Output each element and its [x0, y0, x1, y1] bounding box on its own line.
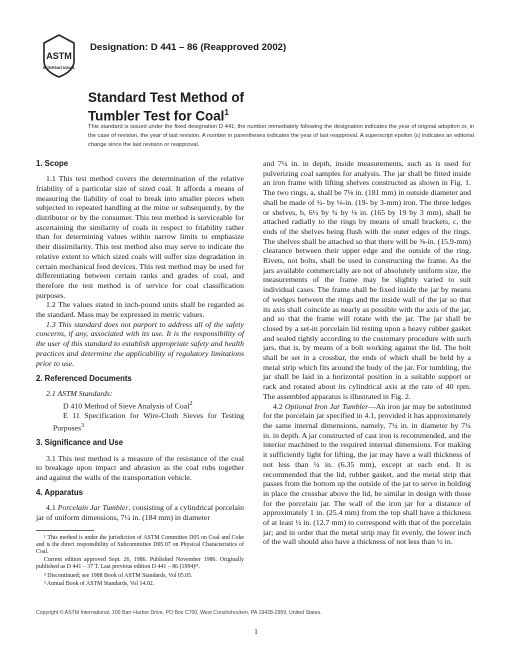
paragraph-4-1-term: Porcelain Jar Tumbler — [57, 503, 129, 513]
title-footnote-mark: 1 — [224, 108, 229, 117]
section-1-heading: 1. Scope — [36, 159, 69, 168]
logo-subtext: INTERNATIONAL — [42, 65, 76, 70]
footnotes — [36, 535, 244, 589]
title-line-2 — [88, 105, 244, 123]
footnote-divider — [36, 530, 94, 531]
document-title — [88, 90, 244, 123]
left-column — [36, 159, 244, 523]
section-2-heading: 2. Referenced Documents — [36, 373, 132, 383]
page-number: 1 — [254, 627, 258, 636]
footnote-1-edition: Current edition approved Sept. 26, 1986. Published November 1986. Originally published as D 441 – 37 T. Last previous edition D 441 – 86 (1994)ᵉ¹. — [36, 557, 244, 571]
paragraph-4-2-text: —An iron jar may be substituted for the porcelain jar specified in 4.1, provided it has approximately the same internal dimensions, namely, 7¼ in. in diameter by 7¼ in. in depth. A jar constructed of cast iron is recommended, and the interior machined to the required internal dimensions. For making it sufficiently light for lifting, the jar may have a wall thickness of not less than ¼ in. (6.35 mm), except at each end. It is recommended that the lid, rubber gasket, and the metal strip that passes from the bottom up the outside of the jar to serve in holding in place the crossbar above the lid, be similar in design with those for the porcelain jar. The wall of the iron jar for a distance of approximately 1 in. (25.4 mm) from the top shall have a thickness of at least ½ in. (12.7 mm) to correspond with that of the porcelain jar; and in order that the metal strip may fit evenly, the lower inch of the wall should also have a thickness of not less than ½ in. — [263, 401, 471, 547]
footnote-3: ³ Annual Book of ASTM Standards, Vol 14.02. — [44, 580, 155, 587]
copyright-line: Copyright © ASTM International, 100 Barr Harbor Drive, PO Box C700, West Conshohocken, PA 19428-2959, United States. — [36, 610, 322, 616]
logo-text: ASTM — [46, 51, 72, 61]
paragraph-1-3: 1.3 This standard does not purport to address all of the safety concerns, if any, associated with its use. It is the responsibility of the user of this standard to establish appropriate safety and health practices and determine the applicability of regulatory limitations prior to use. — [36, 319, 244, 368]
designation-notice: This standard is issued under the fixed designation D 441; the number immediately following the designation indicates the year of original adoption or, in the case of revision, the year of last revision. A number in parentheses indicates the year of last reapproval. A superscript epsilon (ε) indicates an editorial change since the last revision or reapproval. — [88, 124, 474, 148]
paragraph-3-1: 3.1 This test method is a measure of the resistance of the coal to breakage upon impact and abrasion as the coal rubs together and against the walls of the transportation vehicle. — [36, 453, 244, 483]
right-column — [263, 159, 471, 547]
paragraph-4-1-lead: 4.1 — [46, 503, 58, 513]
paragraph-1-1: 1.1 This test method covers the determination of the relative friability of a particular size of sized coal. It affords a means of measuring the liability of coal to break into smaller pieces when subjected to repeated handling at the mine or subsequently, by the distributor or by the consumer. This test method is serviceable for ascertaining the similarity of coals in respect to friability rather than for determining values within narrow limits to emphasize their dissimilarity. This test method also may serve to indicate the relative extent to which sized coals will suffer size degradation in certain mechanical feed devices. This test method may be used for differentiating between certain ranks and grades of coal, and therefore the test method is of service for coal classification purposes. — [36, 174, 244, 300]
paragraph-4-2 — [263, 402, 471, 548]
astm-logo — [36, 33, 82, 79]
designation: Designation: D 441 – 86 (Reapproved 2002) — [90, 42, 287, 53]
title-line-2-text: Tumbler Test for Coal — [88, 108, 225, 124]
paragraph-4-1-text: , consisting of a cylindrical porcelain jar of uniform dimensions, 7¼ in. (184 mm) in diameter — [36, 503, 244, 523]
reference-e11 — [36, 411, 244, 433]
footnote-2: ² Discontinued; see 1988 Book of ASTM Standards, Vol 05.05. — [44, 572, 193, 579]
paragraph-4-2-lead: 4.2 — [273, 401, 285, 411]
section-3-heading: 3. Significance and Use — [36, 438, 124, 448]
reference-e11-text: E 11 Specification for Wire-Cloth Sieves for Testing Purposes — [53, 410, 244, 433]
reference-d410-mark: 2 — [189, 399, 193, 407]
paragraph-4-1 — [36, 503, 244, 522]
paragraph-4-1-continued: and 7¼ in. in depth, inside measurements, such as is used for pulverizing coal samples for analysis. The jar shall be fitted inside an iron frame with lifting shelves constructed as shown in Fig. 1. The two rings, a, shall be 7⅛ in. (181 mm) in outside diameter and shall be made of ¾- by ⅛-in. (19- by 3-mm) iron. The three ledges or shelves, b, 6½ by ¾ by ⅛ in. (165 by 19 by 3 mm), shall be attached radially to the rings by means of small brackets, c, the ends of the shelves being flush with the outer edges of the rings. The shelves shall be attached so that there will be ⅝-in. (15.9-mm) clearance between their upper edge and the outside of the ring. Rivets, not bolts, shall be used in constructing the frame. As the jars available commercially are not of absolutely uniform size, the measurements of the frame may be slightly varied to suit individual cases. The frame shall be fixed inside the jar by means of wedges between the rings and the inside wall of the jar so that its axis shall coincide as nearly as possible with the axis of the jar, and so that the frame will rotate with the jar. The jar shall be closed by a set-in porcelain lid resting upon a heavy rubber gasket and sealed tightly according to the customary procedure with such jars, that is, by means of a bolt working against the lid. The bolt shall be set in a crossbar, the ends of which shall be held by a metal strip which fits around the body of the jar. For tumbling, the jar shall be laid in a horizontal position in a suitable support or rack and rotated about its cylindrical axis at the rate of 40 rpm. The assembled apparatus is illustrated in Fig. 2. — [263, 159, 471, 401]
paragraph-2-1: 2.1 ASTM Standards: — [46, 388, 113, 398]
reference-d410 — [36, 399, 244, 411]
reference-e11-mark: 3 — [81, 421, 85, 429]
section-4-heading: 4. Apparatus — [36, 488, 83, 498]
paragraph-1-2: 1.2 The values stated in inch-pound units shall be regarded as the standard. Mass may be expressed in metric values. — [36, 300, 244, 320]
footnote-1: ¹ This method is under the jurisdiction of ASTM Committee D05 on Coal and Coke and is the direct responsibility of Subcommittee D05.07 on Physical Characteristics of Coal. — [36, 535, 244, 555]
title-line-1: Standard Test Method of — [88, 90, 244, 105]
paragraph-4-2-term: Optional Iron Jar Tumbler — [284, 401, 369, 411]
reference-d410-text: D 410 Method of Sieve Analysis of Coal — [63, 401, 190, 411]
